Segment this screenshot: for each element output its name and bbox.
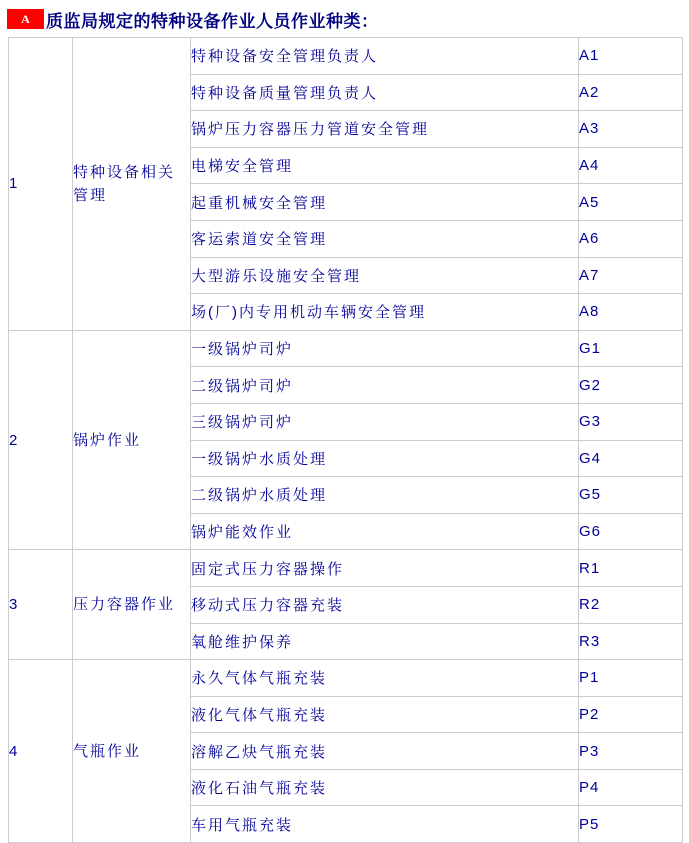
job-code-cell: A4 [579, 147, 683, 184]
job-name-cell: 一级锅炉水质处理 [191, 440, 579, 477]
section-category-cell: 特种设备相关管理 [73, 38, 191, 331]
job-code-cell: P2 [579, 696, 683, 733]
job-name-cell: 起重机械安全管理 [191, 184, 579, 221]
job-name-cell: 一级锅炉司炉 [191, 330, 579, 367]
job-code-cell: P5 [579, 806, 683, 843]
job-name-cell: 特种设备质量管理负责人 [191, 74, 579, 111]
job-code-cell: G2 [579, 367, 683, 404]
section-number-cell: 1 [9, 38, 73, 331]
job-code-cell: G1 [579, 330, 683, 367]
page-title: 质监局规定的特种设备作业人员作业种类： [46, 11, 379, 31]
job-code-cell: R3 [579, 623, 683, 660]
job-code-cell: P1 [579, 660, 683, 697]
job-name-cell: 锅炉能效作业 [191, 513, 579, 550]
job-code-cell: A8 [579, 294, 683, 331]
job-name-cell: 氧舱维护保养 [191, 623, 579, 660]
job-code-cell: R1 [579, 550, 683, 587]
section-category-cell: 锅炉作业 [73, 330, 191, 550]
job-name-cell: 固定式压力容器操作 [191, 550, 579, 587]
table-row [9, 38, 683, 75]
job-categories-table [8, 37, 683, 843]
job-name-cell: 二级锅炉水质处理 [191, 477, 579, 514]
job-code-cell: R2 [579, 586, 683, 623]
section-category-cell: 气瓶作业 [73, 660, 191, 843]
job-name-cell: 移动式压力容器充装 [191, 586, 579, 623]
job-name-cell: 客运索道安全管理 [191, 220, 579, 257]
job-name-cell: 二级锅炉司炉 [191, 367, 579, 404]
job-name-cell: 锅炉压力容器压力管道安全管理 [191, 111, 579, 148]
page-header [0, 0, 689, 30]
job-code-cell: G4 [579, 440, 683, 477]
job-name-cell: 场(厂)内专用机动车辆安全管理 [191, 294, 579, 331]
job-code-cell: P4 [579, 769, 683, 806]
job-code-cell: A3 [579, 111, 683, 148]
job-code-cell: A5 [579, 184, 683, 221]
section-category-cell: 压力容器作业 [73, 550, 191, 660]
job-name-cell: 液化石油气瓶充装 [191, 769, 579, 806]
section-number-cell: 4 [9, 660, 73, 843]
section-badge: A [7, 9, 44, 29]
job-name-cell: 电梯安全管理 [191, 147, 579, 184]
job-code-cell: G3 [579, 403, 683, 440]
job-code-cell: A6 [579, 220, 683, 257]
table-row [9, 550, 683, 587]
job-code-cell: G5 [579, 477, 683, 514]
job-name-cell: 大型游乐设施安全管理 [191, 257, 579, 294]
job-name-cell: 溶解乙炔气瓶充装 [191, 733, 579, 770]
job-name-cell: 三级锅炉司炉 [191, 403, 579, 440]
job-name-cell: 永久气体气瓶充装 [191, 660, 579, 697]
job-code-cell: G6 [579, 513, 683, 550]
job-code-cell: P3 [579, 733, 683, 770]
job-code-cell: A1 [579, 38, 683, 75]
section-number-cell: 3 [9, 550, 73, 660]
section-number-cell: 2 [9, 330, 73, 550]
job-name-cell: 车用气瓶充装 [191, 806, 579, 843]
job-name-cell: 液化气体气瓶充装 [191, 696, 579, 733]
job-name-cell: 特种设备安全管理负责人 [191, 38, 579, 75]
job-code-cell: A7 [579, 257, 683, 294]
job-code-cell: A2 [579, 74, 683, 111]
table-body [9, 38, 683, 843]
table-row [9, 660, 683, 697]
table-row [9, 330, 683, 367]
